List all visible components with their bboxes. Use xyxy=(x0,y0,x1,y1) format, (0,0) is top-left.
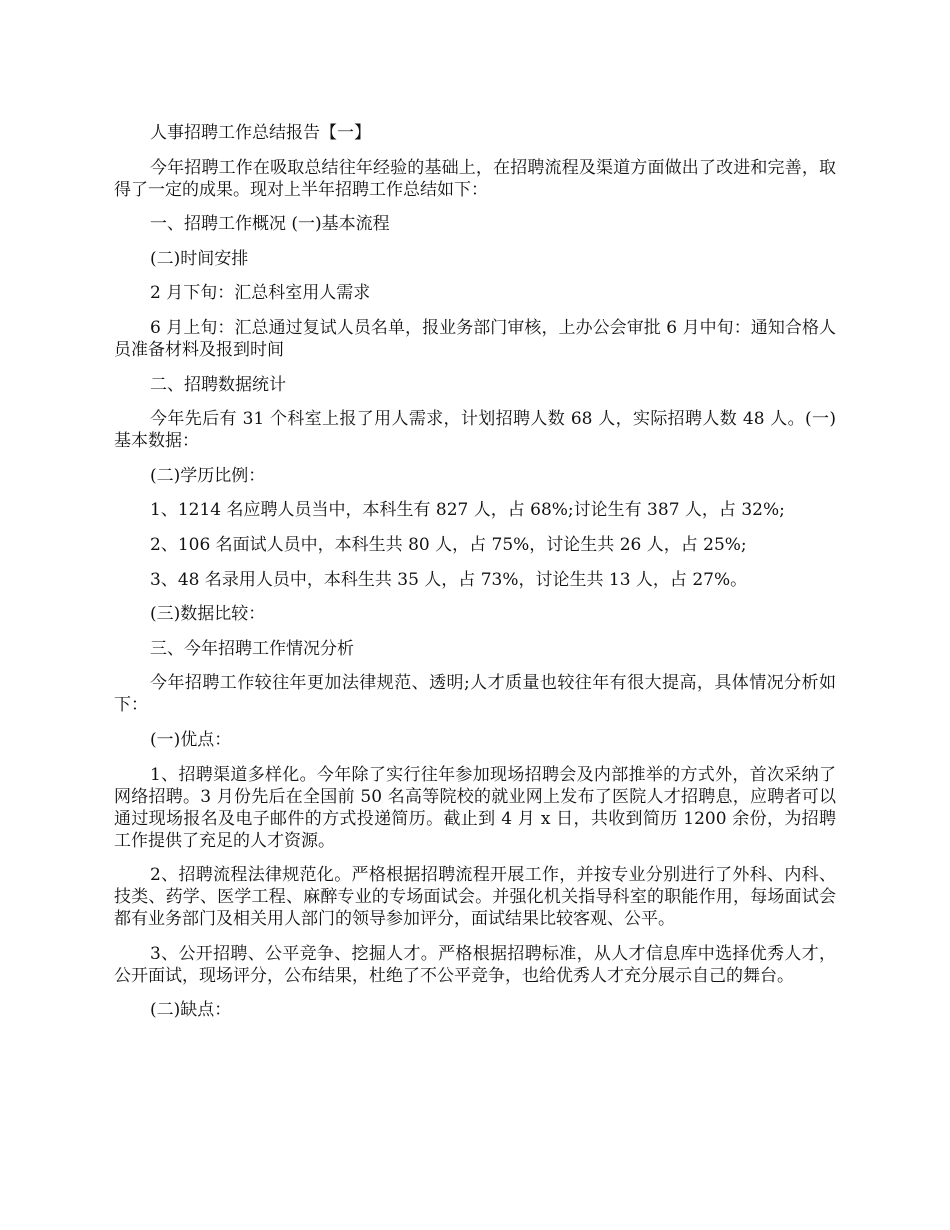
list-item-process: 2、招聘流程法律规范化。严格根据招聘流程开展工作，并按专业分别进行了外科、内科、技类、药学、医学工程、麻醉专业的专场面试会。并强化机关指导科室的职能作用，每场面试会都有业务部门及相关用人部门的领导参加评分，面试结果比较客观、公平。 xyxy=(114,865,836,930)
paragraph-analysis-intro: 今年招聘工作较往年更加法律规范、透明;人才质量也较往年有很大提高，具体情况分析如下： xyxy=(114,673,836,716)
document-body xyxy=(114,122,836,1034)
subheading-schedule: (二)时间安排 xyxy=(150,248,249,269)
list-item-open-recruitment: 3、公开招聘、公平竞争、挖掘人才。严格根据招聘标准，从人才信息库中选择优秀人才，公开面试，现场评分，公布结果，杜绝了不公平竞争，也给优秀人才充分展示自己的舞台。 xyxy=(114,943,836,986)
section-heading-analysis: 三、今年招聘工作情况分析 xyxy=(150,638,354,659)
subheading-strengths: (一)优点： xyxy=(150,729,232,750)
list-item-applicants: 1、1214 名应聘人员当中，本科生有 827 人，占 68%;讨论生有 387 人，占 32%; xyxy=(150,500,785,521)
paragraph-demand: 今年先后有 31 个科室上报了用人需求，计划招聘人数 68 人，实际招聘人数 48 人。(一)基本数据： xyxy=(114,409,836,452)
paragraph-intro: 今年招聘工作在吸取总结往年经验的基础上，在招聘流程及渠道方面做出了改进和完善，取得了一定的成果。现对上半年招聘工作总结如下： xyxy=(114,157,836,200)
list-item-hired: 3、48 名录用人员中，本科生共 35 人，占 73%，讨论生共 13 人，占 27%。 xyxy=(150,569,748,590)
list-item-interviewees: 2、106 名面试人员中，本科生共 80 人，占 75%，讨论生共 26 人，占 25%; xyxy=(150,534,747,555)
subheading-education-ratio: (二)学历比例： xyxy=(150,465,266,486)
paragraph-february: 2 月下旬：汇总科室用人需求 xyxy=(150,283,371,304)
subheading-weaknesses: (二)缺点： xyxy=(150,1000,232,1021)
subheading-comparison: (三)数据比较： xyxy=(150,604,266,625)
paragraph-june: 6 月上旬：汇总通过复试人员名单，报业务部门审核，上办公会审批 6 月中旬：通知合格人员准备材料及报到时间 xyxy=(114,317,836,360)
document-title: 人事招聘工作总结报告【一】 xyxy=(150,123,371,143)
section-heading-statistics: 二、招聘数据统计 xyxy=(150,374,286,395)
list-item-channels: 1、招聘渠道多样化。今年除了实行往年参加现场招聘会及内部推举的方式外，首次采纳了网络招聘。3 月份先后在全国前 50 名高等院校的就业网上发布了医院人才招聘息，应聘者可以通过现场报名及电子邮件的方式投递简历。截止到 4 月 x 日，共收到简历 1200 余份，为招聘工作提供了充足的人才资源。 xyxy=(114,764,836,851)
section-heading-overview: 一、招聘工作概况 (一)基本流程 xyxy=(150,214,390,235)
